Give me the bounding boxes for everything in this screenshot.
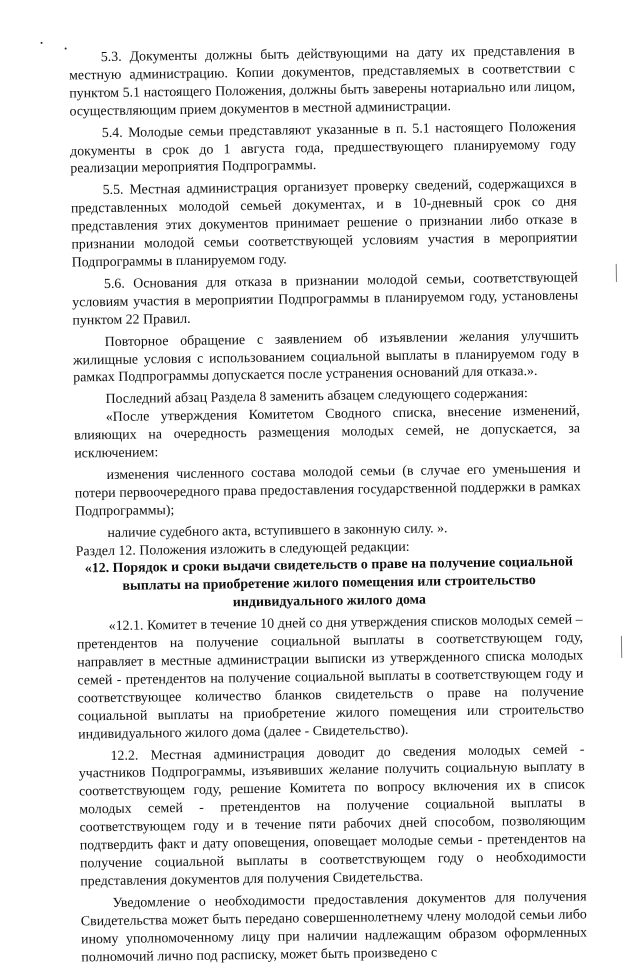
scan-speck xyxy=(65,48,67,50)
paragraph-court-act: наличие судебного акта, вступившего в законную силу. ». xyxy=(107,520,448,541)
paragraph-notification: Уведомление о необходимости предоставления документов для получения Свидетельства может быть передано совершеннолетнему члену молодой семьи либо иному уполномоченному лицу при наличии надлежащим образом оформленных полномочий лично под расписку, может быть произведено с xyxy=(80,889,588,965)
scan-speck xyxy=(41,42,43,44)
paragraph-5-6: 5.6. Основания для отказа в признании молодой семьи, соответствующей условиям участия в мероприятии Подпрограммы в планируемом году, установлены пунктом 22 Правил. xyxy=(72,270,579,329)
paragraph-section-8-note: Последний абзац Раздела 8 заменить абзацем следующего содержания: xyxy=(105,386,528,408)
margin-mark xyxy=(621,636,622,658)
paragraph-repeat-request: Повторное обращение с заявлением об изъявлении желания улучшить жилищные условия с использованием социальной выплаты в планируемом году в рамках Подпрограммы допускается после устранения оснований для отказа.». xyxy=(72,328,580,386)
paragraph-family-change: изменения численного состава молодой семьи (в случае его уменьшения и потери первоочередного права предоставления государственной поддержки в рамках Подпрограммы); xyxy=(74,461,581,520)
paragraph-5-4: 5.4. Молодые семьи представляют указанные в п. 5.1 настоящего Положения документы в срок до 1 августа года, предшествующего планируемому году реализации мероприятия Подпрограммы. xyxy=(69,119,577,177)
paragraph-section-12-note: Раздел 12. Положения изложить в следующей редакции: xyxy=(75,539,410,560)
paragraph-12-2: 12.2. Местная администрация доводит до сведения молодых семей - участников Подпрограммы, изъявивших желание получить социальную выплату в соответствующем году, решение Комитета по вопросу включения их в список молодых семей - претендентов на получение социальной выплаты в соответствующем году и в течение пяти рабочих дней способом, позволяющим подтвердить факт и дату оповещения, оповещает молодые семьи - претендентов на получение социальной выплаты в соответствующем году о необходимости представления документов для получения Свидетельства. xyxy=(78,741,587,890)
margin-mark xyxy=(616,264,617,282)
paragraph-after-approval: «После утверждения Комитетом Сводного списка, внесение изменений, влияющих на очередность размещения молодых семей, не допускается, за исключением: xyxy=(73,403,581,462)
paragraph-5-5: 5.5. Местная администрация организует проверку сведений, содержащихся в представленных молодой семьей документах, и в 10-дневный срок со дня представления этих документов принимает решение о признании либо отказе в признании молодой семьи соответствующей условиям участия в мероприятии Подпрограммы в планируемом году. xyxy=(70,176,578,271)
section-12-heading: «12. Порядок и сроки выдачи свидетельств о праве на получение социальной выплаты на приобретение жилого помещения или строительство индивидуального жилого дома xyxy=(84,554,574,611)
document-body xyxy=(69,42,588,970)
paragraph-12-1: «12.1. Комитет в течение 10 дней со дня утверждения списков молодых семей – претендентов на получение социальной выплаты в соответствующем году, направляет в местные администрации выписки из утвержденного списка молодых семей - претендентов на получение социальной выплаты в соответствующем году и соответствующее количество бланков свидетельств о праве на получение социальной выплаты на приобретение жилого помещения или строительство индивидуального жилого дома (далее - Свидетельство). xyxy=(76,612,585,743)
paragraph-5-3: 5.3. Документы должны быть действующими на дату их представления в местную администрацию. Копии документов, представляемых в соответствии с пунктом 5.1 настоящего Положения, должны быть заверены нотариально или лицом, осуществляющим прием документов в местной администрации. xyxy=(68,43,576,120)
